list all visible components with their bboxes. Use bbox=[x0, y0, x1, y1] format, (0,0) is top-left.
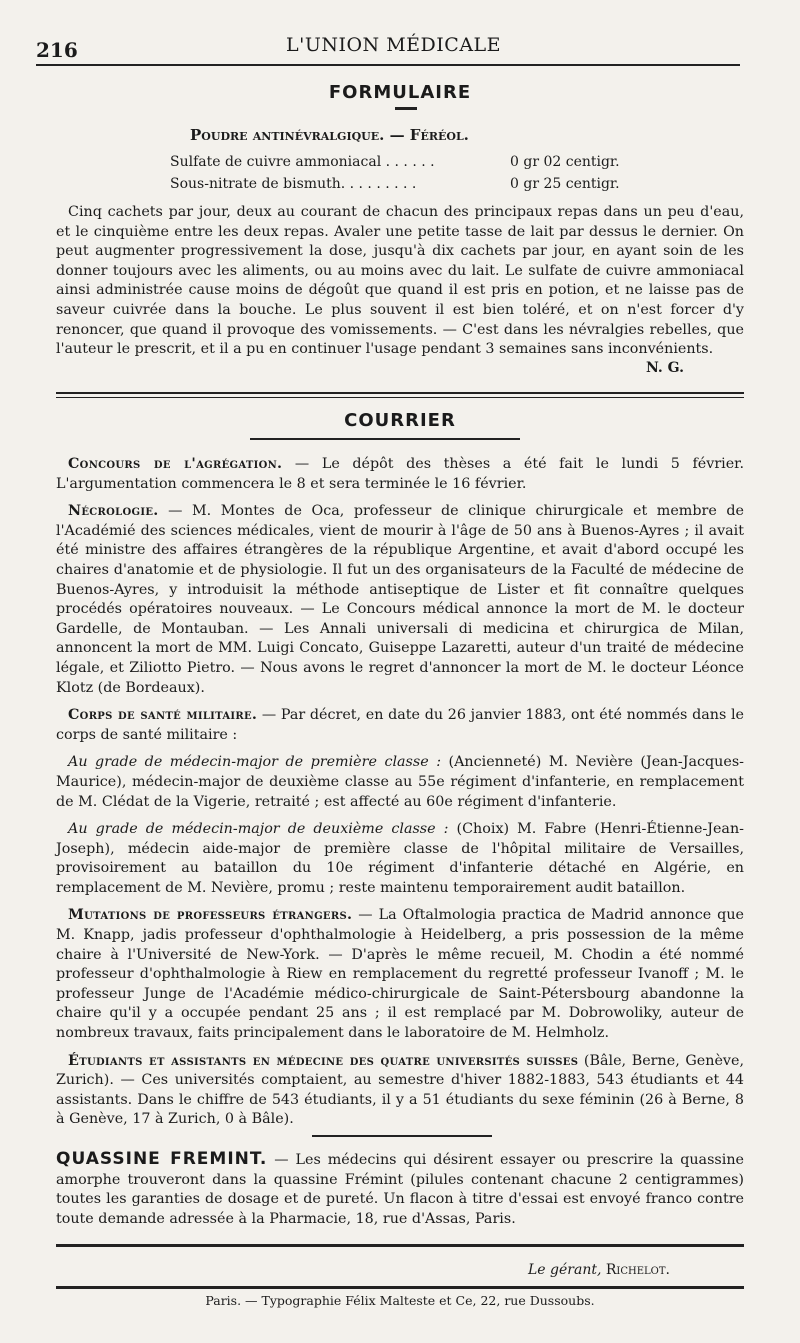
advert-divider bbox=[312, 1135, 492, 1137]
advert-brand: QUASSINE FREMINT. bbox=[56, 1149, 268, 1169]
title-underline bbox=[395, 107, 417, 110]
news-paragraph bbox=[56, 1052, 744, 1130]
news-paragraph bbox=[56, 502, 744, 698]
footer-rule bbox=[56, 1286, 744, 1289]
paragraph-lead: Concours de l'agrégation. bbox=[68, 456, 283, 472]
paragraph-text: — M. Montes de Oca, professeur de clinique chirurgicale et membre de l'Académié des sciences médicales, vient de mourir à l'âge de 50 ans à Buenos-Ayres ; il avait été ministre des affaires étrangères de la république Argentine, et avait d'abord occupé les chaires d'anatomie et de physiologie. Il fut un des organisateurs de la Faculté de médecine de Buenos-Ayres, y introduisit la méthode antiseptique de Lister et fit connaître quelques procédés opératoires nouveaux. — Le Concours médical annonce la mort de M. le docteur Gardelle, de Montauban. — Les Annali universali di medicina et chirurgica de Milan, annoncent la mort de MM. Luigi Concato, Guiseppe Lazaretti, auteur d'un traité de médecine légale, et Ziliotto Pietro. — Nous avons le regret d'annoncer la mort de M. le docteur Léonce Klotz (de Bordeaux). bbox=[56, 503, 744, 696]
gerant-label: Le gérant, bbox=[528, 1262, 602, 1278]
news-paragraph bbox=[56, 455, 744, 494]
paragraph-text: — Par décret, en date du 26 janvier 1883, ont été nommés dans le corps de santé militaire : bbox=[56, 707, 745, 743]
ingredient-name: Sous-nitrate de bismuth. . . . . . . . . bbox=[170, 176, 417, 192]
news-paragraph bbox=[56, 906, 744, 1043]
title-underline bbox=[250, 438, 520, 440]
ingredient-line bbox=[170, 176, 620, 192]
gerant-name: Richelot. bbox=[605, 1262, 670, 1278]
formulaire-signature: N. G. bbox=[646, 360, 684, 376]
ingredient-name: Sulfate de cuivre ammoniacal . . . . . . bbox=[170, 154, 435, 170]
paragraph-text: (Ancienneté) M. Nevière (Jean-Jacques-Maurice), médecin-major de deuxième classe au 55e régiment d'infanterie, en remplacement de M. Clédat de la Vigerie, retraité ; est affecté au 60e régiment d'infanterie. bbox=[56, 754, 744, 810]
paragraph-lead: Mutations de professeurs étrangers. bbox=[68, 907, 353, 924]
paragraph-lead: Corps de santé militaire. bbox=[68, 707, 258, 724]
paragraph-lead: Au grade de médecin-major de deuxième classe : bbox=[68, 821, 449, 838]
formulaire-title: FORMULAIRE bbox=[328, 82, 472, 103]
courrier-body bbox=[56, 455, 744, 1138]
paragraph-text: — La Oftalmologia practica de Madrid annonce que M. Knapp, jadis professeur d'ophthalmologie à Heidelberg, a pris possession de la même chaire à l'Université de New-York. — D'après le même recueil, M. Chodin a été nommé professeur d'ophthalmologie à Riew en remplacement du regretté professeur Ivanoff ; M. le professeur Junge de l'Académie médico-chirurgicale de Saint-Pétersbourg abandonne la chaire qu'il y a occupée pendant 25 ans ; il est remplacé par M. Dobrowoliky, auteur de nombreux travaux, faits principalement dans le laboratoire de M. Helmholz. bbox=[56, 907, 744, 1042]
paragraph-lead: Étudiants et assistants en médecine des quatre universités suisses bbox=[68, 1052, 579, 1069]
news-paragraph bbox=[56, 753, 744, 812]
paragraph-lead: Au grade de médecin-major de première classe : bbox=[68, 754, 442, 771]
running-header bbox=[36, 30, 740, 60]
paragraph-lead: Nécrologie. bbox=[68, 503, 159, 520]
news-paragraph bbox=[56, 820, 744, 898]
ingredient-dose: 0 gr 02 centigr. bbox=[510, 154, 620, 170]
header-rule bbox=[36, 64, 740, 66]
advert bbox=[56, 1150, 744, 1229]
paragraph-text: (Choix) M. Fabre (Henri-Étienne-Jean-Joseph), médecin aide-major de première classe de l'hôpital militaire de Versailles, provisoirement au bataillon du 10e régiment d'infanterie détaché en Algérie, en remplacement de M. Nevière, promu ; reste maintenu temporairement audit bataillon. bbox=[56, 821, 744, 896]
paragraph-text: — Le dépôt des thèses a été fait le lundi 5 février. L'argumentation commencera le 8 et sera terminée le 16 février. bbox=[56, 456, 744, 492]
news-paragraph bbox=[56, 706, 744, 745]
footer-rule bbox=[56, 1244, 744, 1247]
section-divider bbox=[56, 392, 744, 394]
section-divider bbox=[56, 397, 744, 398]
ingredient-dose: 0 gr 25 centigr. bbox=[510, 176, 620, 192]
gerant-signature bbox=[528, 1262, 670, 1278]
ingredient-line bbox=[170, 154, 620, 170]
advert-text: — Les médecins qui désirent essayer ou prescrire la quassine amorphe trouveront dans la quassine Frémint (pilules contenant chacune 2 centigrammes) toutes les garanties de dosage et de pureté. Un flacon à titre d'essai est envoyé franco contre toute demande adressée à la Pharmacie, 18, rue d'Assas, Paris. bbox=[56, 1152, 744, 1227]
printer-imprint: Paris. — Typographie Félix Malteste et Ce, 22, rue Dussoubs. bbox=[205, 1293, 595, 1308]
paragraph-text: (Bâle, Berne, Genève, Zurich). — Ces universités comptaient, au semestre d'hiver 1882-1883, 543 étudiants et 44 assistants. Dans le chiffre de 543 étudiants, il y a 51 étudiants du sexe féminin (26 à Berne, 8 à Genève, 17 à Zurich, 0 à Bâle). bbox=[56, 1052, 745, 1128]
formulaire-text: Cinq cachets par jour, deux au courant de chacun des principaux repas dans un peu d'eau, et le cinquième entre les deux repas. Avaler une petite tasse de lait par dessus le dernier. On peut augmenter progressivement la dose, jusqu'à dix cachets par jour, en ayant soin de les donner toujours avec les aliments, ou au moins avec du lait. Le sulfate de cuivre ammoniacal ainsi administrée cause moins de dégoût que quand il est pris en potion, et ne laisse pas de saveur cuivrée dans la bouche. Le plus souvent il est bien toléré, et on n'est forcer d'y renoncer, que quand il provoque des vomissements. — C'est dans les névralgies rebelles, que l'auteur le prescrit, et il a pu en continuer l'usage pendant 3 semaines sans inconvénients. bbox=[56, 204, 744, 358]
courrier-title: COURRIER bbox=[344, 410, 456, 431]
journal-title: L'UNION MÉDICALE bbox=[286, 34, 502, 56]
page-number: 216 bbox=[36, 38, 78, 62]
recipe-title: Poudre antinévralgique. — Féréol. bbox=[190, 126, 469, 144]
